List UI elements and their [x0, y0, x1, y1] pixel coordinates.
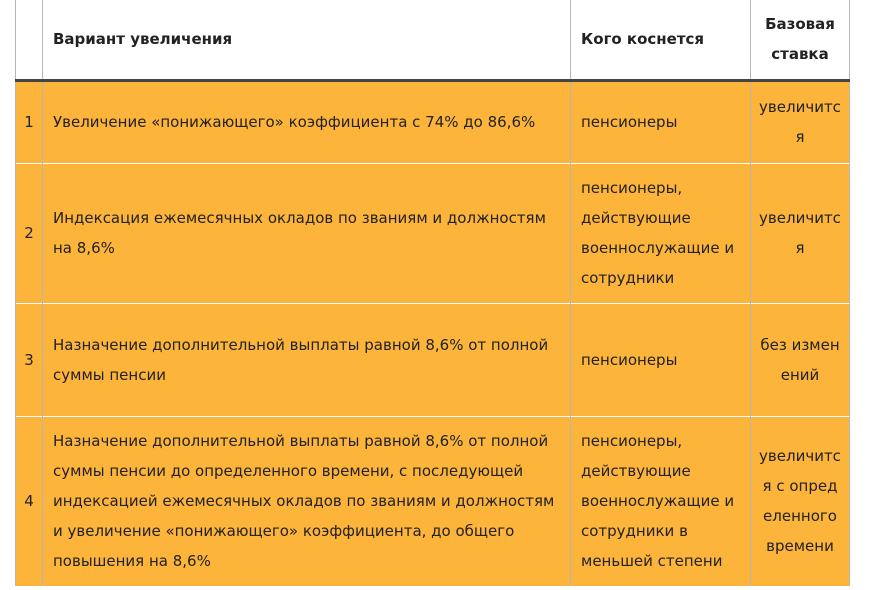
- row-number-cell: 3: [16, 303, 43, 416]
- table-row: [16, 416, 850, 586]
- variant-cell: Индексация ежемесячных окладов по званиям и должностям на 8,6%: [43, 163, 571, 303]
- variant-cell: Назначение дополнительной выплаты равной 8,6% от полной суммы пенсии до определенного времени, с последующей индексацией ежемесячных окладов по званиям и должностям и увеличение «понижающего» коэффициента, до общего повышения на 8,6%: [43, 416, 571, 586]
- header-base-rate: Базовая ставка: [751, 0, 850, 80]
- base-rate-cell: увеличится: [751, 80, 850, 163]
- header-number: [16, 0, 43, 80]
- header-affected: Кого коснется: [571, 0, 751, 80]
- affected-cell: пенсионеры, действующие военнослужащие и сотрудники: [571, 163, 751, 303]
- pension-increase-options-table: [15, 0, 850, 586]
- table-row: [16, 80, 850, 163]
- base-rate-cell: увеличится: [751, 163, 850, 303]
- header-variant: Вариант увеличения: [43, 0, 571, 80]
- affected-cell: пенсионеры: [571, 303, 751, 416]
- comparison-table-container: [15, 0, 850, 586]
- affected-cell: пенсионеры, действующие военнослужащие и сотрудники в меньшей степени: [571, 416, 751, 586]
- base-rate-cell: увеличится с определенного времени: [751, 416, 850, 586]
- table-row: [16, 303, 850, 416]
- variant-cell: Назначение дополнительной выплаты равной 8,6% от полной суммы пенсии: [43, 303, 571, 416]
- row-number-cell: 2: [16, 163, 43, 303]
- base-rate-cell: без изменений: [751, 303, 850, 416]
- table-header-row: [16, 0, 850, 80]
- row-number-cell: 1: [16, 80, 43, 163]
- table-row: [16, 163, 850, 303]
- variant-cell: Увеличение «понижающего» коэффициента с 74% до 86,6%: [43, 80, 571, 163]
- row-number-cell: 4: [16, 416, 43, 586]
- affected-cell: пенсионеры: [571, 80, 751, 163]
